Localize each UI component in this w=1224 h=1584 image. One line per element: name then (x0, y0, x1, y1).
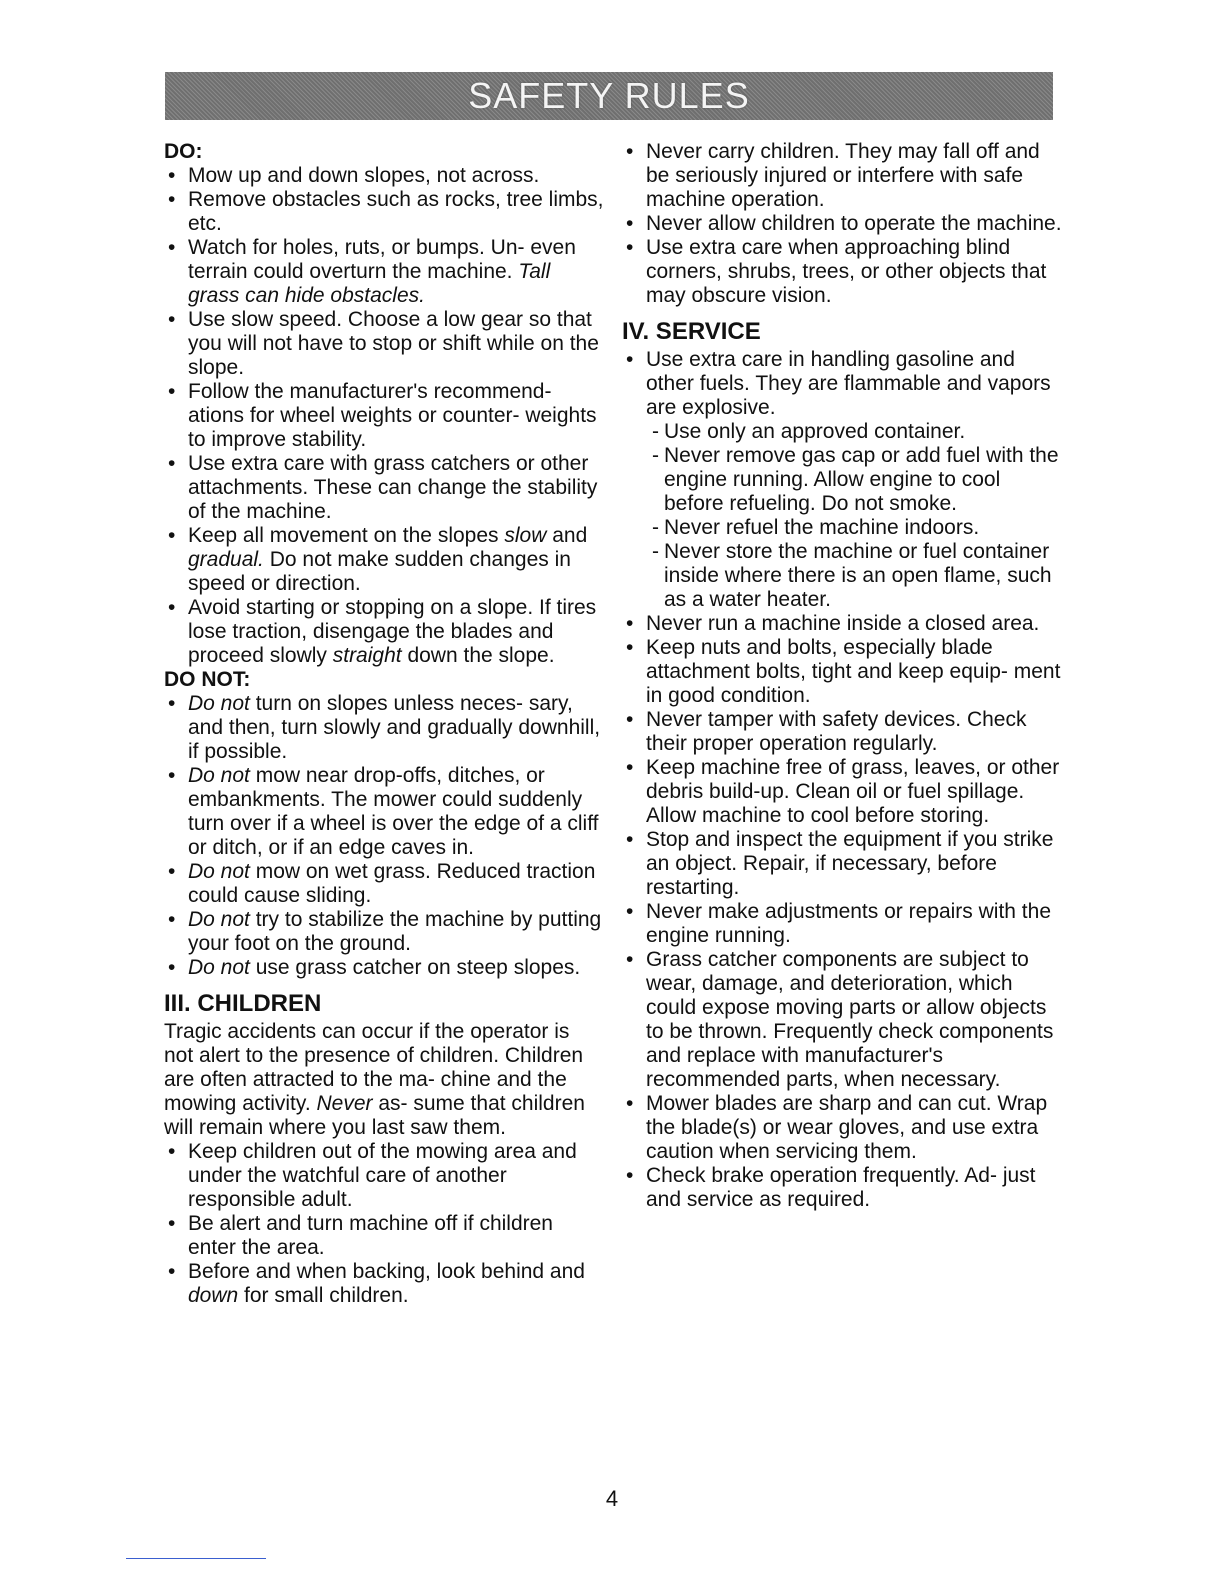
do-heading: DO: (164, 140, 203, 163)
do-not-list (164, 692, 604, 980)
list-item: • Never make adjustments or repairs with the engine running. (622, 900, 1062, 948)
fuel-list (622, 348, 1062, 612)
list-item: • Do not use grass catcher on steep slopes. (164, 956, 604, 980)
children-list (164, 1140, 604, 1308)
service-list (622, 612, 1062, 1212)
children-heading: III. CHILDREN (164, 990, 322, 1017)
section-banner (165, 72, 1053, 120)
list-item: • Do not mow near drop-offs, ditches, or embankments. The mower could suddenly turn over if a wheel is over the edge of a cliff or ditch, or if an edge caves in. (164, 764, 604, 860)
list-item: • Keep all movement on the slopes slow and gradual. Do not make sudden changes in speed or direction. (164, 524, 604, 596)
children-list-continued (622, 140, 1062, 308)
list-item: • Never allow children to operate the machine. (622, 212, 1062, 236)
list-item: • Never run a machine inside a closed area. (622, 612, 1062, 636)
sub-list-item: - Never remove gas cap or add fuel with the engine running. Allow engine to cool before refueling. Do not smoke. (648, 444, 1062, 516)
sub-list-item: - Use only an approved container. (648, 420, 1062, 444)
banner-title: SAFETY RULES (468, 75, 750, 116)
list-item: • Do not try to stabilize the machine by putting your foot on the ground. (164, 908, 604, 956)
list-item: • Use slow speed. Choose a low gear so that you will not have to stop or shift while on the slope. (164, 308, 604, 380)
list-item: • Never tamper with safety devices. Check their proper operation regularly. (622, 708, 1062, 756)
sub-list-item: - Never store the machine or fuel container inside where there is an open flame, such as a water heater. (648, 540, 1062, 612)
list-item: • Do not mow on wet grass. Reduced traction could cause sliding. (164, 860, 604, 908)
list-item: • Stop and inspect the equipment if you strike an object. Repair, if necessary, before restarting. (622, 828, 1062, 900)
fuel-item-text: Use extra care in handling gasoline and other fuels. They are flammable and vapors are explosive. (646, 348, 1051, 419)
children-paragraph: Tragic accidents can occur if the operator is not alert to the presence of children. Children are often attracted to the ma- chine and the mowing activity. Never as- sume that children will remain where you last saw them. (164, 1020, 585, 1139)
list-item: • Mow up and down slopes, not across. (164, 164, 604, 188)
list-item: • Check brake operation frequently. Ad- just and service as required. (622, 1164, 1062, 1212)
list-item: • Do not turn on slopes unless neces- sary, and then, turn slowly and gradually downhill, if possible. (164, 692, 604, 764)
do-not-heading: DO NOT: (164, 668, 251, 691)
list-item: • Never carry children. They may fall off and be seriously injured or interfere with safe machine operation. (622, 140, 1062, 212)
sub-list-item: - Never refuel the machine indoors. (648, 516, 1062, 540)
do-list (164, 164, 604, 668)
list-item (622, 348, 1062, 612)
list-item: • Watch for holes, ruts, or bumps. Un- even terrain could overturn the machine. Tall grass can hide obstacles. (164, 236, 604, 308)
service-heading: IV. SERVICE (622, 318, 761, 345)
left-column (164, 140, 604, 1308)
list-item: • Remove obstacles such as rocks, tree limbs, etc. (164, 188, 604, 236)
list-item: • Avoid starting or stopping on a slope. If tires lose traction, disengage the blades and proceed slowly straight down the slope. (164, 596, 604, 668)
list-item: • Use extra care with grass catchers or other attachments. These can change the stability of the machine. (164, 452, 604, 524)
page-number: 4 (605, 1486, 619, 1511)
list-item: • Follow the manufacturer's recommend- ations for wheel weights or counter- weights to improve stability. (164, 380, 604, 452)
list-item: • Use extra care when approaching blind corners, shrubs, trees, or other objects that may obscure vision. (622, 236, 1062, 308)
fuel-sublist (646, 420, 1062, 612)
list-item: • Grass catcher components are subject to wear, damage, and deterioration, which could expose moving parts or allow objects to be thrown. Frequently check components and replace with manufacturer's recommended parts, when necessary. (622, 948, 1062, 1092)
list-item: • Mower blades are sharp and can cut. Wrap the blade(s) or wear gloves, and use extra caution when servicing them. (622, 1092, 1062, 1164)
list-item: • Before and when backing, look behind and down for small children. (164, 1260, 604, 1308)
list-item: • Keep children out of the mowing area and under the watchful care of another responsible adult. (164, 1140, 604, 1212)
list-item: • Keep machine free of grass, leaves, or other debris build-up. Clean oil or fuel spillage. Allow machine to cool before storing. (622, 756, 1062, 828)
right-column (622, 140, 1062, 1212)
list-item: • Be alert and turn machine off if children enter the area. (164, 1212, 604, 1260)
list-item: • Keep nuts and bolts, especially blade attachment bolts, tight and keep equip- ment in good condition. (622, 636, 1062, 708)
page-edge-line (126, 1558, 266, 1559)
